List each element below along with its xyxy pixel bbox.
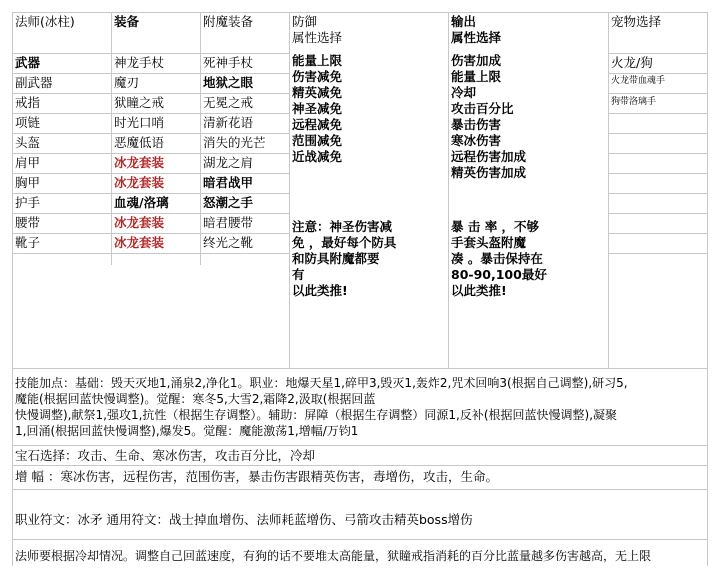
slot-label: 靴子 [15, 235, 41, 250]
grid-line [12, 445, 708, 446]
equip-name: 神龙手杖 [114, 55, 165, 70]
slot-label: 胸甲 [15, 175, 41, 190]
header-class: 法师(冰柱) [15, 14, 75, 29]
output-attr: 远程伤害加成 [451, 149, 527, 164]
slot-label: 肩甲 [15, 155, 41, 170]
grid-line [12, 489, 708, 490]
grid-line [707, 12, 708, 566]
header-output-line2: 属性选择 [451, 30, 502, 45]
grid-line [12, 153, 290, 154]
footer-note: 法师要根据冷却情况。调整自己回蓝速度，有狗的话不要堆太高能量，狱瞳戒指消耗的百分比蓝量越多伤害越高，无上限 [15, 549, 652, 563]
grid-line [12, 253, 290, 254]
grid-line [12, 368, 708, 369]
grid-line [608, 193, 708, 194]
grid-line [608, 233, 708, 234]
skills-line: 1,回涌(根据回蓝快慢调整),爆发5。觉醒：魔能激荡1,增幅/万钧1 [15, 424, 359, 438]
equip-name: 魔刃 [114, 75, 140, 90]
defense-note-line: 注意：神圣伤害减 [292, 219, 393, 234]
grid-line [608, 153, 708, 154]
header-defense-line2: 属性选择 [292, 30, 343, 45]
equip-name: 冰龙套装 [114, 215, 165, 230]
enchant-name: 死神手杖 [203, 55, 254, 70]
equip-name: 血魂/洛璃 [114, 195, 169, 210]
grid-line [608, 173, 708, 174]
gem-selection: 宝石选择：攻击、生命、寒冰伤害，攻击百分比，冷却 [15, 448, 316, 463]
grid-line [12, 113, 290, 114]
skills-line: 魔能(根据回蓝快慢调整)。觉醒：寒冬5,大雪2,霜降2,汲取(根据回蓝 [15, 392, 376, 406]
output-note-line: 手套头盔附魔 [451, 235, 527, 250]
grid-line [608, 133, 708, 134]
grid-line [12, 465, 708, 466]
grid-line [111, 12, 112, 265]
enchant-name: 消失的光芒 [203, 135, 266, 150]
slot-label: 武器 [15, 55, 41, 70]
equip-name: 恶魔低语 [114, 135, 165, 150]
pet-choice: 火龙/狗 [611, 55, 653, 70]
header-output-line1: 输出 [451, 14, 477, 29]
enchant-name: 怒潮之手 [203, 195, 254, 210]
defense-attr: 精英减免 [292, 85, 343, 100]
defense-note-line: 以此类推! [292, 283, 348, 298]
amplify-selection: 增 幅 ：寒冰伤害，远程伤害，范围伤害，暴击伤害跟精英伤害，毒增伤，攻击，生命。 [15, 469, 498, 484]
defense-attr: 伤害减免 [292, 69, 343, 84]
grid-line [608, 253, 708, 254]
enchant-name: 暗君腰带 [203, 215, 254, 230]
header-enchant: 附魔装备 [203, 14, 254, 29]
defense-attr: 神圣减免 [292, 101, 343, 116]
enchant-name: 清新花语 [203, 115, 254, 130]
pet-choice: 火龙带血魂手 [611, 76, 666, 86]
grid-line [608, 12, 609, 368]
defense-attr: 近战减免 [292, 149, 343, 164]
output-note-line: 以此类推! [451, 283, 507, 298]
grid-line [12, 213, 290, 214]
skills-line: 技能加点：基础：毁天灭地1,涌泉2,净化1。职业：地爆天星1,碎甲3,毁灭1,轰炸2,咒术回响3(根据自己调整),研习5, [15, 376, 628, 390]
grid-line [608, 113, 708, 114]
header-equipment: 装备 [114, 14, 140, 29]
output-note-line: 凑 。暴击保持在 [451, 251, 543, 266]
grid-line [12, 133, 290, 134]
equip-name: 狱瞳之戒 [114, 95, 165, 110]
enchant-name: 终光之靴 [203, 235, 254, 250]
grid-line [12, 12, 708, 13]
header-defense-line1: 防御 [292, 14, 318, 29]
output-note-line: 暴 击 率 ，不够 [451, 219, 540, 234]
output-attr: 攻击百分比 [451, 101, 514, 116]
grid-line [12, 233, 290, 234]
equip-name: 冰龙套装 [114, 235, 165, 250]
grid-line [12, 173, 290, 174]
grid-line [12, 93, 290, 94]
enchant-name: 地狱之眼 [203, 75, 254, 90]
slot-label: 腰带 [15, 215, 41, 230]
equip-name: 冰龙套装 [114, 175, 165, 190]
enchant-name: 暗君战甲 [203, 175, 254, 190]
grid-line [200, 12, 201, 265]
equip-name: 时光口哨 [114, 115, 165, 130]
grid-line [448, 12, 449, 368]
output-attr: 冷却 [451, 85, 477, 100]
enchant-name: 无冕之戒 [203, 95, 254, 110]
defense-note-line: 和防具附魔都要 [292, 251, 380, 266]
pet-choice: 狗带洛璃手 [611, 97, 657, 107]
slot-label: 副武器 [15, 75, 53, 90]
skills-line: 快慢调整),献祭1,强攻1,抗性（根据生存调整）。辅助：屏障（根据生存调整）同源1,反补(根据回蓝快慢调整),凝聚 [15, 408, 618, 422]
slot-label: 头盔 [15, 135, 41, 150]
slot-label: 戒指 [15, 95, 41, 110]
defense-note-line: 免 ，最好每个防具 [292, 235, 397, 250]
defense-attr: 远程减免 [292, 117, 343, 132]
grid-line [608, 213, 708, 214]
output-attr: 伤害加成 [451, 53, 502, 68]
slot-label: 项链 [15, 115, 41, 130]
grid-line [12, 12, 13, 566]
grid-line [12, 73, 290, 74]
equip-name: 冰龙套装 [114, 155, 165, 170]
output-attr: 能量上限 [451, 69, 502, 84]
rune-selection: 职业符文：冰矛 通用符文：战士掉血增伤、法师耗蓝增伤、弓箭攻击精英boss增伤 [15, 512, 473, 527]
output-attr: 暴击伤害 [451, 117, 502, 132]
output-note-line: 80-90,100最好 [451, 267, 547, 282]
grid-line [12, 193, 290, 194]
grid-line [12, 539, 708, 540]
grid-line [12, 53, 290, 54]
output-attr: 寒冰伤害 [451, 133, 502, 148]
defense-attr: 能量上限 [292, 53, 343, 68]
grid-line [608, 53, 708, 54]
header-pet: 宠物选择 [611, 14, 662, 29]
defense-note-line: 有 [292, 267, 305, 282]
grid-line [289, 12, 290, 368]
enchant-name: 湖龙之肩 [203, 155, 254, 170]
slot-label: 护手 [15, 195, 41, 210]
output-attr: 精英伤害加成 [451, 165, 527, 180]
defense-attr: 范围减免 [292, 133, 343, 148]
